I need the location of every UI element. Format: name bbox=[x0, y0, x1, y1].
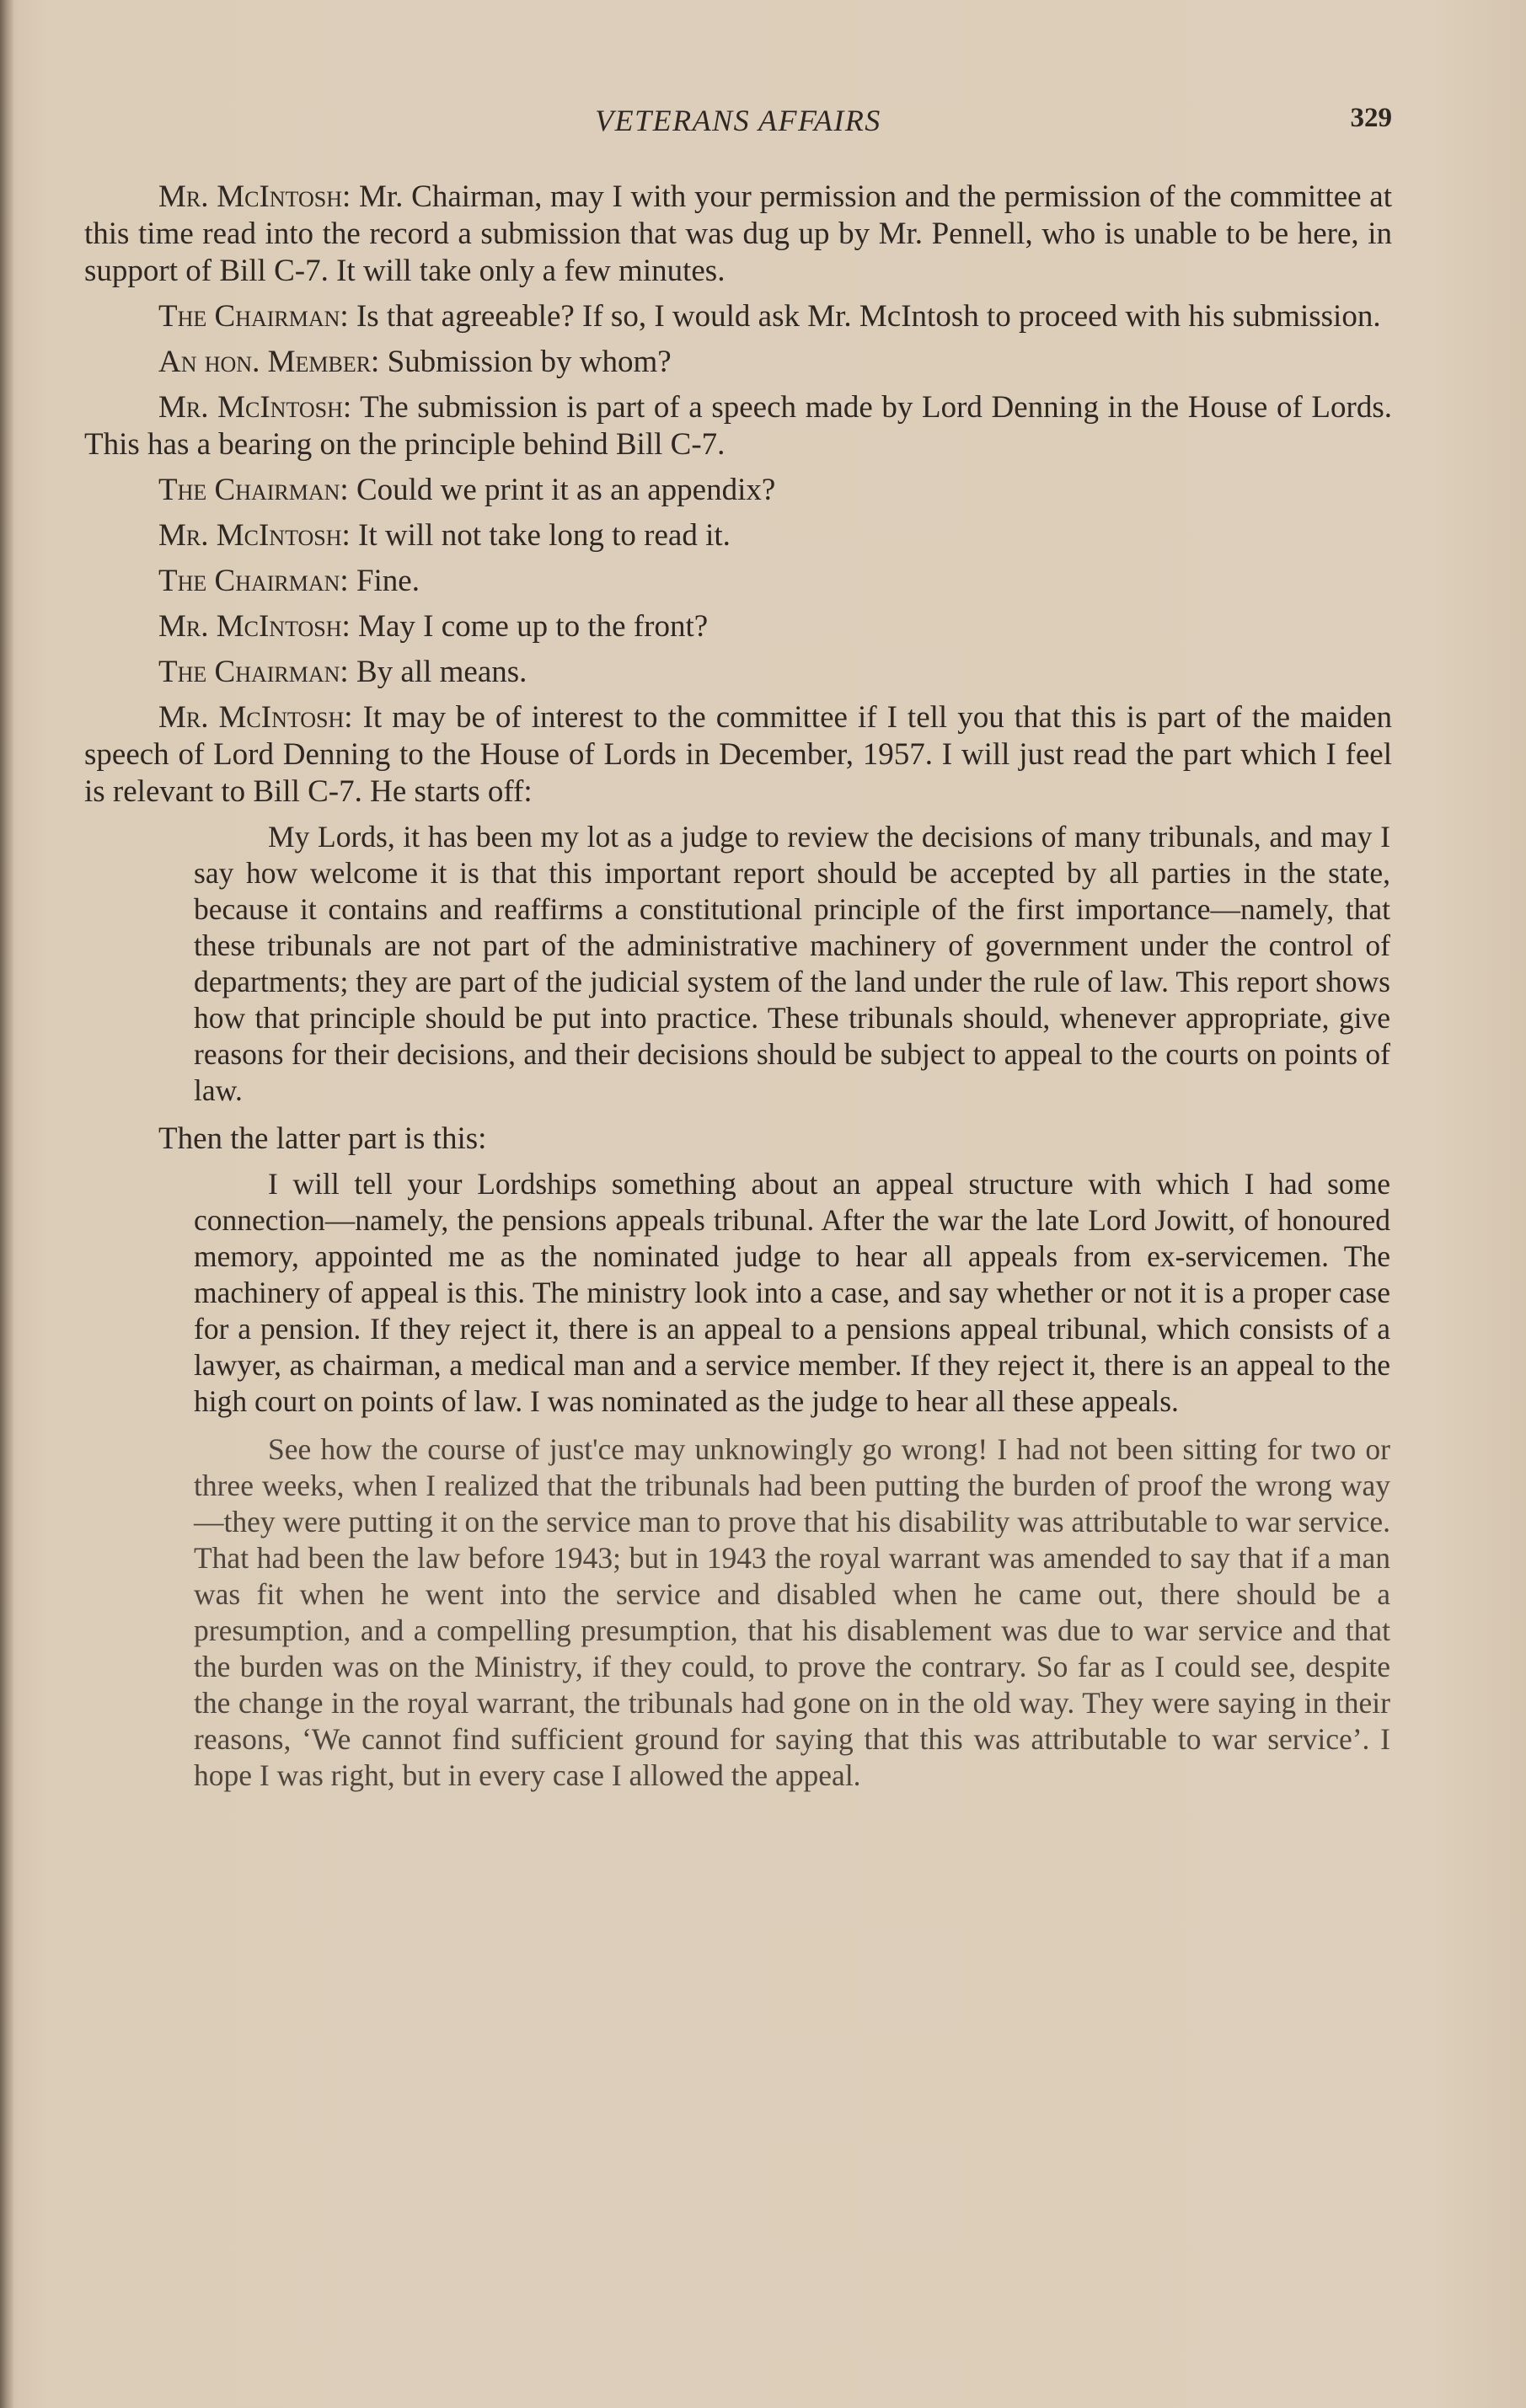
speaker-name: The Chairman: bbox=[158, 473, 349, 507]
speaker-name: Mr. McIntosh: bbox=[158, 609, 351, 644]
block-quote bbox=[84, 819, 1392, 1109]
quote-paragraph: I will tell your Lordships something about an appeal structure with which I had some connection—namely, the pensions appeals tribunal. After the war the late Lord Jowitt, of honoured memory, appointed me as the nominated judge to hear all appeals from ex-servicemen. The machinery of appeal is this. The ministry look into a case, and say whether or not it is a proper case for a pension. If they reject it, there is an appeal to a pensions appeal tribunal, which consists of a lawyer, as chairman, a medical man and a service member. If they reject it, there is an appeal to the high court on points of law. I was nominated as the judge to hear all these appeals. bbox=[194, 1167, 1390, 1418]
speech-text: It may be of interest to the committee if I tell you that this is part of the maiden speech of Lord Denning to the House of Lords in December, 1957. I will just read the part which I feel is relevant to Bill C-7. He starts off: bbox=[84, 700, 1392, 809]
paragraph bbox=[84, 389, 1392, 463]
running-title: VETERANS AFFAIRS bbox=[595, 104, 881, 137]
paragraph bbox=[84, 608, 1392, 645]
block-quote-faded bbox=[84, 1431, 1392, 1794]
page-number: 329 bbox=[1350, 103, 1392, 133]
speech-text: It will not take long to read it. bbox=[358, 518, 731, 553]
block-quote bbox=[84, 1166, 1392, 1420]
speech-text: By all means. bbox=[356, 655, 527, 689]
speaker-name: The Chairman: bbox=[158, 299, 349, 334]
speech-text: Fine. bbox=[356, 564, 420, 598]
quote-paragraph: See how the course of just'ce may unknowingly go wrong! I had not been sitting for two or three weeks, when I realized that the tribunals had been putting the burden of proof the wrong way—they were putting it on the service man to prove that his disability was attributable to war service. That had been the law before 1943; but in 1943 the royal warrant was amended to say that if a man was fit when he went into the service and disabled when he came out, there should be a presumption, and a compelling presumption, that his disablement was due to war service and that the burden was on the Ministry, if they could, to prove the contrary. So far as I could see, despite the change in the royal warrant, the tribunals had gone on in the old way. They were saying in their reasons, ‘We cannot find sufficient ground for saying that this was attributable to war service’. I hope I was right, but in every case I allowed the appeal. bbox=[194, 1432, 1390, 1792]
speech-text: The submission is part of a speech made by Lord Denning in the House of Lords. This has a bearing on the principle behind Bill C-7. bbox=[84, 390, 1392, 462]
speech-text: Submission by whom? bbox=[387, 345, 672, 379]
speaker-name: The Chairman: bbox=[158, 655, 349, 689]
paragraph bbox=[84, 298, 1392, 335]
speech-text: Is that agreeable? If so, I would ask Mr. McIntosh to proceed with his submission. bbox=[356, 299, 1381, 334]
speaker-name: An hon. Member: bbox=[158, 345, 380, 379]
speaker-name: Mr. McIntosh: bbox=[158, 390, 352, 425]
paragraph bbox=[84, 344, 1392, 381]
speaker-name: The Chairman: bbox=[158, 564, 349, 598]
speech-text: Mr. Chairman, may I with your permission and the permission of the committee at this time read into the record a submission that was dug up by Mr. Pennell, who is unable to be here, in support of Bill C-7. It will take only a few minutes. bbox=[84, 179, 1392, 288]
paragraph bbox=[84, 179, 1392, 290]
speaker-name: Mr. McIntosh: bbox=[158, 700, 353, 735]
speech-text: Could we print it as an appendix? bbox=[356, 473, 776, 507]
speaker-name: Mr. McIntosh: bbox=[158, 179, 351, 214]
quote-paragraph: My Lords, it has been my lot as a judge to review the decisions of many tribunals, and may I say how welcome it is that this important report should be accepted by all parties in the state, because it contains and reaffirms a constitutional principle of the first importance—namely, that these tribunals are not part of the administrative machinery of government under the control of departments; they are part of the judicial system of the land under the rule of law. This report shows how that principle should be put into practice. These tribunals should, whenever appropriate, give reasons for their decisions, and their decisions should be subject to appeal to the courts on points of law. bbox=[194, 820, 1390, 1107]
paragraph bbox=[84, 654, 1392, 691]
speaker-name: Mr. McIntosh: bbox=[158, 518, 351, 553]
paragraph bbox=[84, 563, 1392, 600]
book-spine-shadow bbox=[0, 0, 13, 2408]
paragraph bbox=[84, 472, 1392, 509]
transcript-body bbox=[84, 179, 1392, 1806]
paragraph bbox=[84, 699, 1392, 811]
paragraph bbox=[84, 517, 1392, 554]
transition-paragraph: Then the latter part is this: bbox=[158, 1121, 487, 1156]
speech-text: May I come up to the front? bbox=[358, 609, 709, 644]
page-header bbox=[84, 103, 1392, 142]
